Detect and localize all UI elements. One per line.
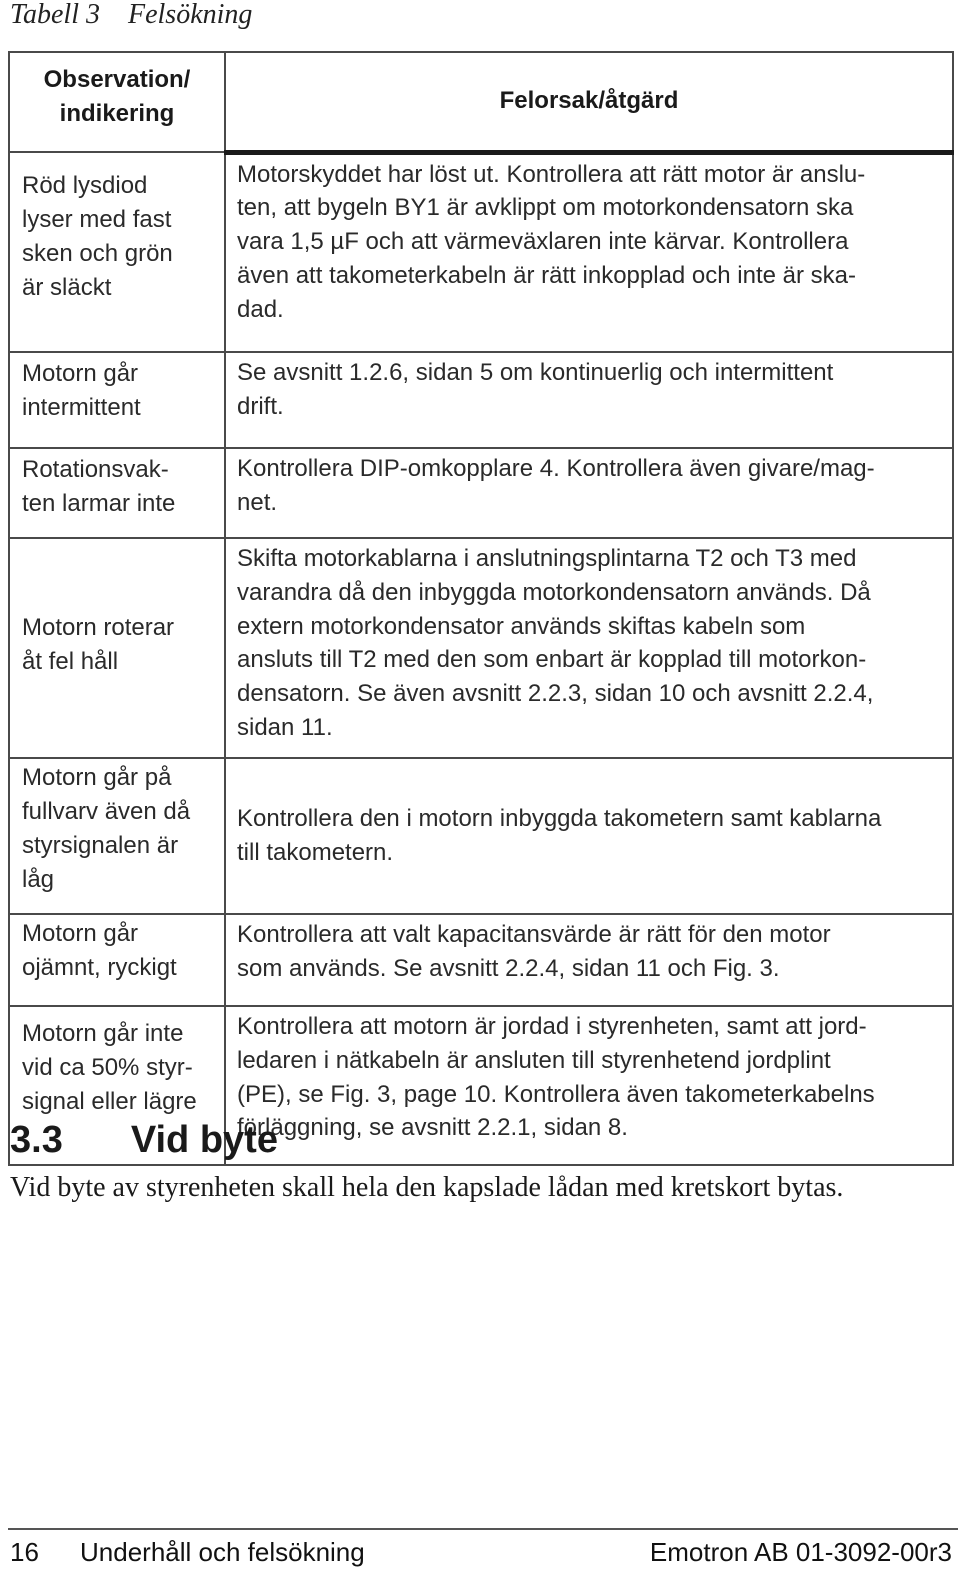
fix-cell bbox=[225, 448, 953, 538]
observation-cell bbox=[9, 152, 225, 352]
fix-line: varandra då den inbyggda motorkondensatorn används. Då bbox=[237, 578, 871, 606]
fix-line: sidan 11. bbox=[237, 713, 333, 741]
page-number: 16 bbox=[10, 1537, 39, 1567]
fix-line: vara 1,5 µF och att värmeväxlaren inte kärvar. Kontrollera bbox=[237, 228, 849, 256]
observation-line: styrsignalen är bbox=[22, 832, 179, 859]
observation-line: åt fel håll bbox=[22, 648, 119, 675]
table-row bbox=[9, 538, 953, 758]
fix-cell bbox=[225, 152, 953, 352]
observation-cell bbox=[9, 448, 225, 538]
fix-line: till takometern. bbox=[237, 839, 394, 866]
fix-line: ledaren i nätkabeln är ansluten till styrenhetend jordplint bbox=[237, 1046, 831, 1074]
table-header-row bbox=[9, 52, 953, 152]
fix-line: (PE), se Fig. 3, page 10. Kontrollera även takometerkabelns bbox=[237, 1080, 875, 1108]
document-id: Emotron AB 01-3092-00r3 bbox=[649, 1537, 952, 1567]
observation-line: Motorn går bbox=[22, 360, 139, 387]
fix-line: som används. Se avsnitt 2.2.4, sidan 11 och Fig. 3. bbox=[237, 954, 780, 982]
header-fix: Felorsak/åtgärd bbox=[225, 52, 953, 152]
observation-line: låg bbox=[22, 866, 55, 893]
observation-line: signal eller lägre bbox=[22, 1088, 197, 1115]
fix-line: förläggning, se avsnitt 2.2.1, sidan 8. bbox=[237, 1114, 628, 1142]
observation-line: intermittent bbox=[22, 394, 141, 421]
header-observation-line: indikering bbox=[59, 100, 175, 127]
table-row bbox=[9, 448, 953, 538]
fix-line: densatorn. Se även avsnitt 2.2.3, sidan 10 och avsnitt 2.2.4, bbox=[237, 680, 874, 708]
fix-cell bbox=[225, 538, 953, 758]
table-row bbox=[9, 758, 953, 914]
fix-line: drift. bbox=[237, 392, 284, 420]
table-row bbox=[9, 914, 953, 1006]
observation-line: ten larmar inte bbox=[22, 490, 176, 517]
observation-line: lyser med fast bbox=[22, 206, 172, 233]
fix-line: dad. bbox=[237, 295, 284, 323]
fix-line: Kontrollera att valt kapacitansvärde är rätt för den motor bbox=[237, 921, 831, 948]
section-title: Vid byte bbox=[130, 1119, 278, 1161]
table-row bbox=[9, 352, 953, 448]
observation-line: ojämnt, ryckigt bbox=[22, 954, 177, 981]
section-body-text: Vid byte av styrenheten skall hela den kapslade lådan med kretskort bytas. bbox=[10, 1172, 844, 1203]
section-heading bbox=[10, 1118, 278, 1162]
fix-line: Motorskyddet har löst ut. Kontrollera att rätt motor är anslu- bbox=[237, 160, 866, 188]
fix-line: net. bbox=[237, 488, 278, 516]
observation-line: Motorn roterar bbox=[22, 614, 175, 641]
header-observation-line: Observation/ bbox=[43, 66, 191, 93]
header-observation bbox=[9, 52, 225, 152]
table-caption bbox=[10, 0, 252, 30]
fix-line: extern motorkondensator används skiftas kabeln som bbox=[237, 612, 806, 640]
fix-cell bbox=[225, 758, 953, 914]
observation-line: sken och grön bbox=[22, 240, 173, 267]
chapter-title: Underhåll och felsökning bbox=[80, 1537, 365, 1567]
observation-cell bbox=[9, 914, 225, 1006]
fix-line: ansluts till T2 med den som enbart är kopplad till motorkon- bbox=[237, 646, 867, 674]
fix-cell bbox=[225, 1006, 953, 1165]
fix-line: Kontrollera den i motorn inbyggda takometern samt kablarna bbox=[237, 805, 882, 833]
observation-line: Motorn går bbox=[22, 920, 139, 947]
observation-line: fullvarv även då bbox=[22, 798, 191, 825]
section-number: 3.3 bbox=[10, 1119, 63, 1161]
fix-line: Kontrollera att motorn är jordad i styrenheten, samt att jord- bbox=[237, 1013, 867, 1040]
observation-cell bbox=[9, 758, 225, 914]
observation-line: Motorn går inte bbox=[22, 1020, 184, 1047]
table-row bbox=[9, 152, 953, 352]
fix-line: Kontrollera DIP-omkopplare 4. Kontrollera även givare/mag- bbox=[237, 455, 875, 482]
observation-line: Rotationsvak- bbox=[22, 456, 169, 483]
observation-line: vid ca 50% styr- bbox=[22, 1054, 193, 1081]
fix-line: Skifta motorkablarna i anslutningsplintarna T2 och T3 med bbox=[237, 545, 857, 572]
fix-line: även att takometerkabeln är rätt inkopplad och inte är ska- bbox=[237, 261, 857, 289]
observation-cell bbox=[9, 538, 225, 758]
table-caption-title: Felsökning bbox=[128, 0, 253, 30]
page-footer bbox=[10, 1536, 952, 1570]
observation-cell bbox=[9, 352, 225, 448]
troubleshooting-table bbox=[8, 51, 954, 1166]
fix-line: Se avsnitt 1.2.6, sidan 5 om kontinuerlig och intermittent bbox=[237, 359, 834, 386]
fix-line: ten, att bygeln BY1 är avklippt om motorkondensatorn ska bbox=[237, 194, 854, 222]
footer-divider bbox=[8, 1528, 958, 1530]
fix-cell bbox=[225, 352, 953, 448]
table-caption-label: Tabell 3 bbox=[10, 0, 100, 30]
observation-line: är släckt bbox=[22, 274, 112, 301]
fix-cell bbox=[225, 914, 953, 1006]
observation-line: Röd lysdiod bbox=[22, 172, 148, 199]
observation-line: Motorn går på bbox=[22, 764, 172, 791]
